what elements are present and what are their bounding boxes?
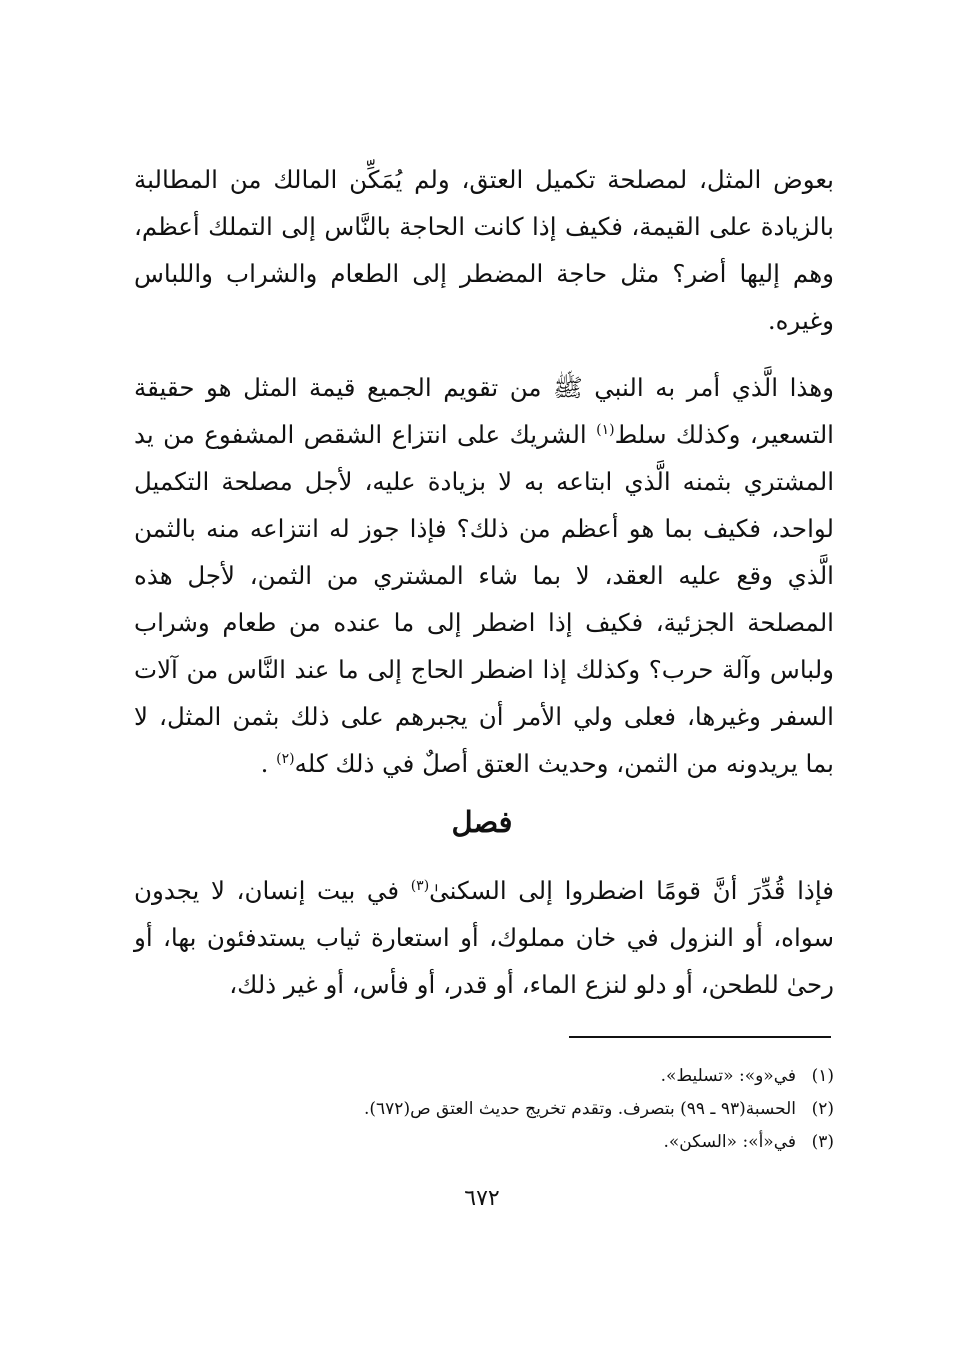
footnote-ref-3: (٣) [410,877,430,894]
footnote-divider [569,1036,831,1038]
footnote-text: الحسبة(٩٣ ـ ٩٩) بتصرف. وتقدم تخريج حديث العتق ص(٦٧٢). [363,1099,796,1119]
paragraph-2-text-b: الشريك على انتزاع الشقص المشفوع من يد المشتري بثمنه الَّذي ابتاعه به لا بزيادة عليه، لأجل مصلحة التكميل لواحد، فكيف بما هو أعظم من ذلك؟ فإذا جوز له انتزاعه منه بالثمن الَّذي وقع عليه العقد، لا بما شاء المشتري من الثمن، لأجل هذه المصلحة الجزئية، فكيف إذا اضطر إلى ما عنده من طعام وشراب ولباس وآلة حرب؟ وكذلك إذا اضطر الحاج إلى ما عند النَّاس من آلات السفر وغيرها، فعلى ولي الأمر أن يجبرهم على ذلك بثمن المثل، لا بما يريدونه من الثمن، وحديث العتق أصلٌ في ذلك كله [134,420,834,778]
paragraph-2-text-c: . [260,749,269,778]
page-number: ٦٧٢ [464,1186,500,1211]
section-heading: فصل [451,805,513,839]
paragraph-3 [134,867,834,1008]
paragraph-1: بعوض المثل، لمصلحة تكميل العتق، ولم يُمَكِّن المالك من المطالبة بالزيادة على القيمة، فكيف إذا كانت الحاجة بالنَّاس إلى التملك أعظم، وهم إليها أضر؟ مثل حاجة المضطر إلى الطعام والشراب واللباس وغيره. [134,165,834,335]
footnote-number: (٢) [811,1099,834,1119]
footnote-item [134,1060,834,1093]
paragraph-2 [134,364,834,787]
paragraph-2-text-a: وهذا الَّذي أمر به النبي ﷺ من تقويم الجميع قيمة المثل هو حقيقة التسعير، وكذلك سلط [134,373,834,449]
footnote-number: (١) [811,1066,834,1086]
footnote-text: في«أ»: «السكن». [663,1132,796,1152]
footnote-item [134,1093,834,1126]
footnote-ref-2: (٢) [276,750,295,767]
footnote-item [134,1126,834,1159]
paragraph-3-text-b: في بيت إنسان، لا يجدون سواه، أو النزول في خان مملوك، أو استعارة ثياب يستدفئون بها، أو رحىٰ للطحن، أو دلو لنزع الماء، أو قدر، أو فأس، أو غير ذلك، [134,876,834,999]
footnote-number: (٣) [811,1132,834,1152]
footnote-text: في«و»: «تسليط». [660,1066,796,1086]
footnotes-list [134,1060,834,1159]
paragraph-3-text-a: فإذا قُدِّرَ أنَّ قومًا اضطروا إلى السكنىٰ [429,876,835,905]
footnote-ref-1: (١) [596,421,615,438]
